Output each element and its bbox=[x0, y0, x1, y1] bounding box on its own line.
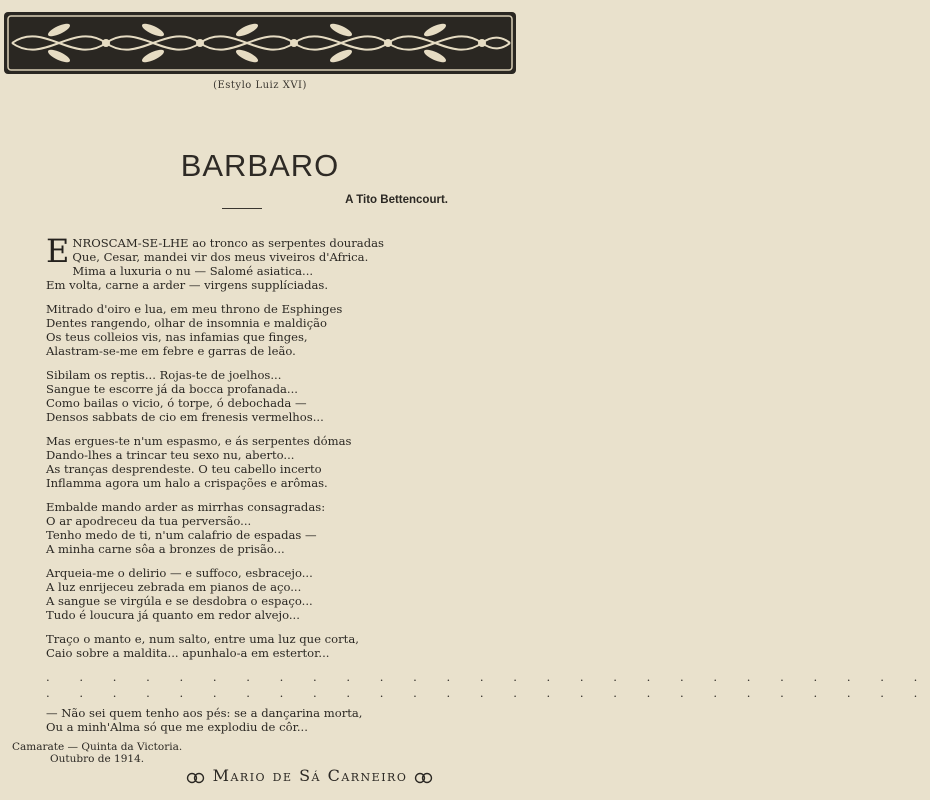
verse-line: Tudo é loucura já quanto em redor alvejo... bbox=[46, 608, 300, 622]
verse-line: — Não sei quem tenho aos pés: se a dançarina morta, bbox=[46, 706, 363, 720]
verse-line: Mima a luxuria o nu — Salomé asiatica... bbox=[72, 264, 314, 278]
author-signature bbox=[186, 766, 434, 785]
leaf-scroll-ornament-icon bbox=[4, 12, 516, 74]
dotted-line: . . . . . . . . . . . . . . . . . . . . . . . . . . . bbox=[46, 670, 930, 684]
ring-ornament-icon bbox=[414, 770, 434, 784]
poem-body bbox=[46, 232, 930, 744]
verse-line: Dentes rangendo, olhar de insomnia e maldição bbox=[46, 316, 328, 330]
stanza bbox=[46, 566, 466, 622]
verse-line: Que, Cesar, mandei vir dos meus viveiros d'Africa. bbox=[72, 250, 369, 264]
stanza bbox=[46, 368, 466, 424]
ornamental-header-band bbox=[4, 12, 516, 74]
verse-line: Embalde mando arder as mirrhas consagradas: bbox=[46, 500, 326, 514]
verse-line: Caio sobre a maldita... apunhalo-a em estertor... bbox=[46, 646, 330, 660]
verse-line: Alastram-se-me em febre e garras de leão. bbox=[46, 344, 296, 358]
stanza bbox=[46, 706, 466, 734]
verse-line: Como bailas o vicio, ó torpe, ó debochada — bbox=[46, 396, 307, 410]
date-line: Outubro de 1914. bbox=[50, 753, 145, 765]
verse-line: Inflamma agora um halo a crispações e arômas. bbox=[46, 476, 328, 490]
ornament-caption: (Estylo Luiz XVI) bbox=[213, 80, 307, 91]
dotted-line: . . . . . . . . . . . . . . . . . . . . . . . . . . . bbox=[46, 686, 930, 700]
ring-ornament-icon bbox=[186, 770, 206, 784]
ellipsis-rows bbox=[46, 670, 930, 700]
verse-line: A luz enrijeceu zebrada em pianos de aço... bbox=[46, 580, 302, 594]
verse-line: Sibilam os reptis... Rojas-te de joelhos... bbox=[46, 368, 282, 382]
drop-cap: E bbox=[46, 232, 70, 270]
author-name: Mario de Sá Carneiro bbox=[212, 766, 408, 785]
stanza bbox=[46, 500, 466, 556]
verse-line: Tenho medo de ti, n'um calafrio de espadas — bbox=[46, 528, 317, 542]
verse-line: NROSCAM-SE-LHE ao tronco as serpentes douradas bbox=[72, 236, 385, 250]
verse-line: Ou a minh'Alma só que me explodiu de côr... bbox=[46, 720, 308, 734]
verse-line: Sangue te escorre já da bocca profanada... bbox=[46, 382, 298, 396]
poem-title: BARBARO bbox=[180, 148, 340, 183]
verse-line: A sangue se virgúla e se desdobra o espaço... bbox=[46, 594, 313, 608]
verse-line: Os teus colleios vis, nas infamias que finges, bbox=[46, 330, 308, 344]
verse-line: Densos sabbats de cio em frenesis vermelhos... bbox=[46, 410, 324, 424]
verse-line: Mas ergues-te n'um espasmo, e ás serpentes dómas bbox=[46, 434, 352, 448]
place-and-date bbox=[12, 741, 182, 765]
verse-line: As tranças desprendeste. O teu cabello incerto bbox=[46, 462, 322, 476]
verse-line: Mitrado d'oiro e lua, em meu throno de Esphinges bbox=[46, 302, 343, 316]
verse-line: O ar apodreceu da tua perversão... bbox=[46, 514, 252, 528]
place-line: Camarate — Quinta da Victoria. bbox=[12, 741, 183, 753]
stanza bbox=[46, 632, 466, 660]
verse-line: A minha carne sôa a bronzes de prisão... bbox=[46, 542, 285, 556]
dedication: A Tito Bettencourt. bbox=[345, 194, 448, 206]
verse-line: Em volta, carne a arder — virgens supplíciadas. bbox=[46, 278, 329, 292]
verse-line: Dando-lhes a trincar teu sexo nu, aberto... bbox=[46, 448, 295, 462]
stanza bbox=[46, 232, 466, 292]
verse-line: Arqueia-me o delirio — e suffoco, esbracejo... bbox=[46, 566, 313, 580]
stanza bbox=[46, 302, 466, 358]
stanza bbox=[46, 434, 466, 490]
verse-line: Traço o manto e, num salto, entre uma luz que corta, bbox=[46, 632, 359, 646]
title-divider bbox=[222, 208, 262, 209]
